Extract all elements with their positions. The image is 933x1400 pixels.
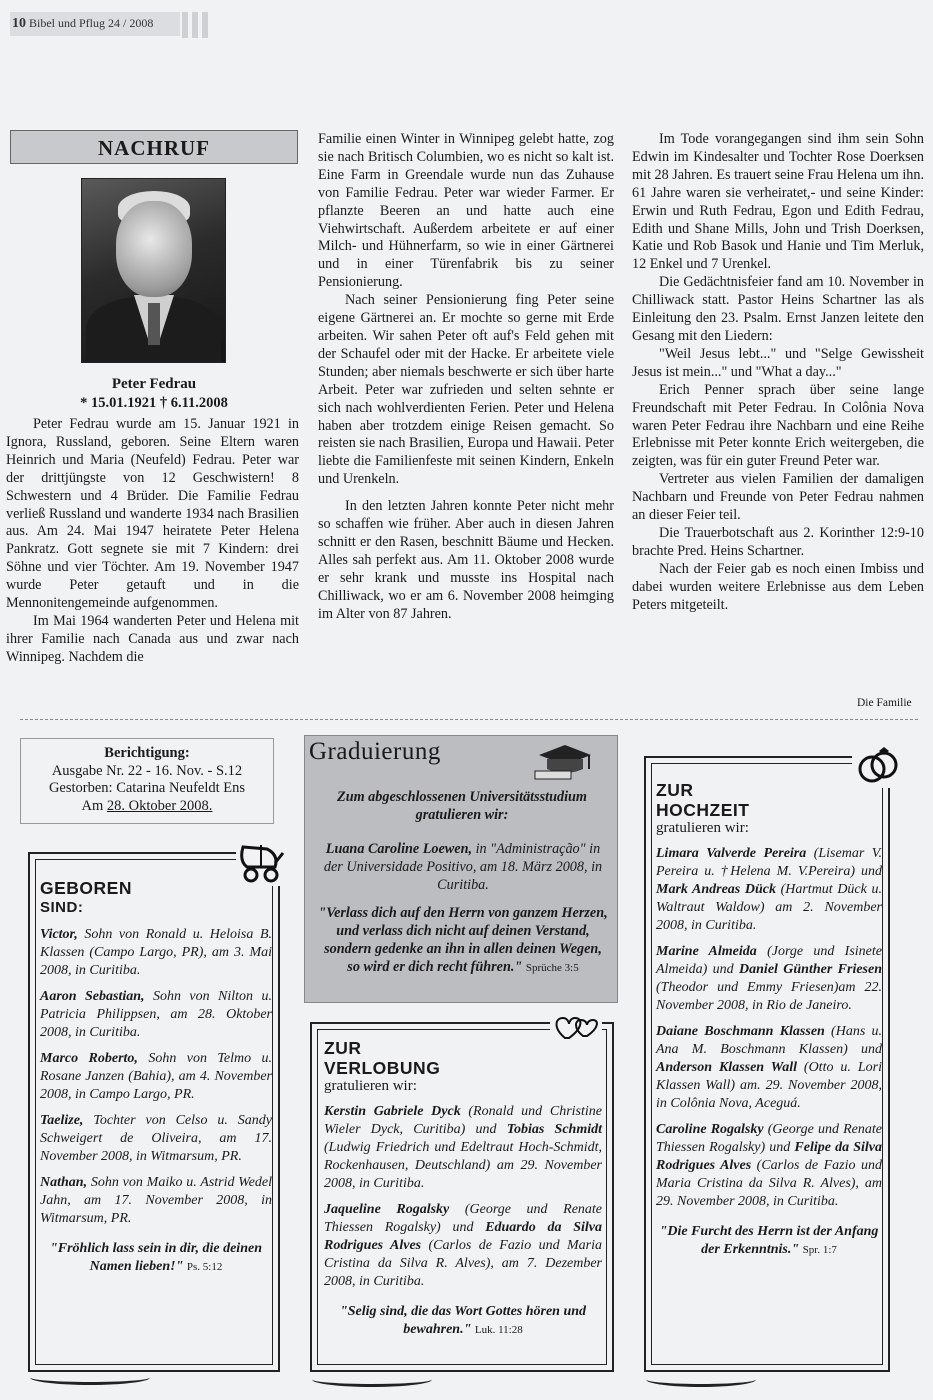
entry-text: (Ludwig Friedrich und Edeltraut Hoch-Schmidt, Rockenhausen, Deutschland) am 29. November 2008, in Curitiba. [324,1140,602,1191]
person-name: Caroline Rogalsky [656,1122,764,1137]
person-name: Limara Valverde Pereira [656,846,807,861]
person-name: Kerstin Gabriele Dyck [324,1104,461,1119]
correction-prefix: Am [81,797,107,814]
list-item [40,988,272,1042]
births-content [40,878,272,1276]
list-item [324,1201,602,1291]
person-name: Felipe da Silva Rodrigues Alves [656,1140,883,1173]
person-name: Anderson Klassen Wall [656,1060,797,1075]
wedding-subtitle: gratulieren wir: [656,820,749,836]
graduation-text: in "Administração" in der Universidade Positivo, am 18. März 2008, in Curitiba. [323,841,603,893]
list-item [656,845,882,935]
paragraph: Familie einen Winter in Winnipeg gelebt hatte, zog sie nach Britisch Columbien, wo es nicht so kalt ist. Eine Farm in Greendale wurde nun das Zuhause von Familie Fedrau. Peter war wieder Farmer. Er pflanzte Beeren an und hatte auch eine Viehwirtschaft. Außerdem arbeitete er auf einer Milch- und Hühnerfarm, so wie in einer Gärtnerei und in einer Türenfabrik bis zu seiner Pensionierung. [318,131,614,291]
entry-text: (Lisemar V. Pereira u. †Helena M. V.Pereira) und [656,846,882,879]
graduation-entry [323,840,603,894]
page-header [12,16,153,32]
list-item [40,926,272,980]
births-subtitle: SIND: [40,899,84,916]
correction-title: Berichtigung: [104,745,190,761]
person-name: Mark Andreas Dück [656,882,776,897]
entry-text: (Hans u. Ana M. Boschmann Klassen) und [656,1024,882,1057]
engagement-box [310,1022,614,1372]
engagement-title-line1: ZUR [324,1038,362,1058]
wedding-list [656,845,882,1211]
list-item [656,1023,882,1113]
child-name: Nathan, [40,1175,88,1190]
life-dates: * 15.01.1921 † 6.11.2008 [80,395,228,411]
births-list [40,926,272,1228]
graduate-name: Luana Caroline Loewen, [325,841,473,857]
graduation-subtitle: Zum abgeschlossenen Universitätsstudium gratulieren wir: [337,789,587,823]
paragraph: Die Trauerbotschaft aus 2. Korinther 12:9-10 brachte Pred. Heins Schartner. [632,524,924,559]
hearts-icon [550,1010,602,1044]
engagement-quote [324,1303,602,1339]
entry-text: Sohn von Nilton u. Patricia Philippsen, am 28. Oktober 2008, in Curitiba. [40,989,272,1040]
engagement-title-line2: VERLOBUNG [324,1058,441,1078]
entry-text: (Jorge und Isinete Almeida) und [656,944,882,977]
wedding-content [656,780,882,1259]
births-box [28,852,280,1372]
engagement-list [324,1103,602,1291]
quote-text: "Fröhlich lass sein in dir, die deinen Namen lieben!" [50,1241,262,1274]
obituary-title: NACHRUF [10,130,298,164]
list-item [40,1174,272,1228]
paragraph: Nach der Feier gab es noch einen Imbiss und dabei wurden weitere Erlebnisse aus dem Leben Peters mitgeteilt. [632,560,924,613]
quote-text: "Die Furcht des Herrn ist der Anfang der Erkenntnis." [659,1224,879,1257]
paragraph: "Weil Jesus lebt..." und "Selge Gewissheit Jesus ist mein..." und "What a day..." [632,345,924,380]
page-number: 10 [12,16,26,31]
correction-date: 28. Oktober 2008. [106,797,213,814]
entry-text: (Otto u. Lori Klassen Wall) am. 29. November 2008, in Colônia Nova, Aceguá. [656,1060,882,1111]
list-item [40,1112,272,1166]
child-name: Victor, [40,927,78,942]
paragraph: Peter Fedrau wurde am 15. Januar 1921 in Ignora, Russland, geboren. Seine Eltern waren Heinrich und Maria (Neufeld) Fedrau. Peter war der drittjüngste von 12 Geschwistern! 8 Schwestern und 4 Brüder. Die Familie Fedrau verließ Russland und wanderte 1934 nach Brasilien aus. Am 24. Mai 1947 heiratete Peter Helena Pankratz. Gott segnete sie mit 7 Kindern: drei Söhne und vier Töchter. Am 19. November 1947 wurde Peter getauft und in die Mennonitengemeinde aufgenommen. [6,416,299,612]
decorative-swirl [646,1372,756,1387]
child-name: Taelize, [40,1113,84,1128]
portrait-photo [81,178,226,363]
graduation-title: Graduierung [309,738,441,765]
deceased-name: Peter Fedrau [111,376,197,392]
paragraph: Im Mai 1964 wanderten Peter und Helena mit ihrer Familie nach Canada aus und zwar nach Winnipeg. Nachdem die [6,612,299,665]
entry-text: (George und Renate Thiessen Rogalsky) und [656,1122,882,1155]
person-name: Eduardo da Silva Rodrigues Alves [324,1220,603,1253]
quote-reference: Spr. 1:7 [802,1244,837,1256]
graduation-quote [317,904,609,977]
decorative-swirl [30,1370,150,1385]
correction-line: Gestorben: Catarina Neufeldt Ens [48,780,246,796]
paragraph: Nach seiner Pensionierung fing Peter seine eigene Gärtnerei an. Er mochte so gerne mit Erde arbeiten. Wir sahen Peter oft auf's Feld gehen mit der Schaufel oder mit der Hacke. Er arbeitete viele Stunden; aber niemals beschwerte er sich über harte Arbeit. Peter war zufrieden und selten sehnte er sich nach wohlverdienten Ferien. Peter und Helena haben aber trotzdem einige Reisen gemacht. So reisten sie nach Brasilien, Europa und Hawaii. Peter liebte die Familienfeste mit seinen Kindern, Enkeln und Urenkeln. [318,292,614,488]
entry-text: (George und Renate Thiessen Rogalsky) und [324,1202,603,1235]
quote-reference: Luk. 11:28 [474,1324,523,1336]
obituary-signature: Die Familie [857,697,912,709]
entry-text: (Carlos de Fazio und Maria Cristina da Silva R. Alves), am 7. Dezember 2008, in Curitiba. [324,1238,602,1289]
correction-line: Ausgabe Nr. 22 - 16. Nov. - S.12 [51,762,243,779]
baby-carriage-icon [236,840,286,886]
births-quote [40,1240,272,1276]
births-title: GEBOREN [40,878,132,898]
wedding-title-line1: ZUR [656,780,694,800]
person-name: Daiane Boschmann Klassen [656,1024,825,1039]
quote-text: "Verlass dich auf den Herrn von ganzem Herzen, und verlass dich nicht auf deinen Verstand, sondern gedenke an ihn in allen deinen Wegen, so wird er dich recht führen." [318,905,608,975]
engagement-subtitle: gratulieren wir: [324,1078,417,1094]
entry-text: (Hartmut Dück u. Waltraut Waldow) am 2. November 2008, in Curitiba. [656,882,882,933]
entry-text: Sohn von Ronald u. Heloisa B. Klassen (Campo Largo, PR), am 3. Mai 2008, in Curitiba. [40,927,272,978]
list-item [40,1050,272,1104]
person-name: Jaqueline Rogalsky [324,1202,450,1217]
obituary-column-3 [632,131,924,614]
wedding-box [644,756,890,1372]
wedding-rings-icon [852,744,904,788]
quote-reference: Ps. 5:12 [186,1261,223,1273]
paragraph: Vertreter aus vielen Familien der damaligen Nachbarn und Freunde von Peter Fedrau nahmen an dieser Feier teil. [632,471,924,524]
entry-text: (Ronald und Christine Wieler Dyck, Curitiba) und [324,1104,602,1137]
entry-text: (Carlos de Fazio und Maria Cristina da Silva R. Alves), am 29. November 2008, in Curitiba. [656,1158,882,1209]
engagement-content [324,1038,602,1339]
list-item [324,1103,602,1193]
paragraph: Die Gedächtnisfeier fand am 10. November in Chilliwack statt. Pastor Heins Schartner las als Einleitung den 23. Psalm. Ernst Janzen leitete den Gesang mit den Liedern: [632,274,924,344]
paragraph: In den letzten Jahren konnte Peter nicht mehr so schaffen wie früher. Aber auch in diesen Jahren schnitt er den Rasen, beschnitt Bäume und Hecken. Alles sah perfekt aus. Am 11. Oktober 2008 wurde er sehr krank und musste ins Hospital nach Chilliwack, wo er am 6. November 2008 heimging im Alter von 87 Jahren. [318,498,614,622]
entry-text: Sohn von Telmo u. Rosane Janzen (Bahia), am 4. November 2008, in Campo Largo, PR. [40,1051,273,1102]
person-name: Tobias Schmidt [506,1122,602,1137]
entry-text: Tochter von Celso u. Sandy Schweigert de Oliveira, am 17. November 2008, in Witmarsum, PR. [40,1113,272,1164]
graduation-cap-icon [529,742,599,782]
correction-line [21,798,273,816]
list-item [656,1121,882,1211]
obituary-column-1 [6,416,299,667]
person-name: Marine Almeida [656,944,757,959]
obituary-column-2 [318,131,614,623]
header-decoration [182,12,212,38]
paragraph: Erich Penner sprach über seine lange Freundschaft mit Peter Fedrau. In Colônia Nova waren Peter Fedrau ihre Nachbarn und eine Reihe Erlebnisse mit Peter konnte Erich weitergeben, die zeigten, was für ein guter Freund Peter war. [632,381,924,470]
issue-number: 24 / 2008 [108,16,154,30]
list-item [656,943,882,1015]
graduation-box [304,735,618,1003]
person-name: Daniel Günther Friesen [739,962,882,977]
publication-name: Bibel und Pflug [29,16,106,30]
decorative-swirl [312,1372,432,1387]
section-divider [20,719,918,720]
quote-reference: Sprüche 3:5 [525,962,579,974]
quote-text: "Selig sind, die das Wort Gottes hören und bewahren." [339,1304,587,1337]
correction-notice [20,738,274,824]
child-name: Marco Roberto, [40,1051,138,1066]
wedding-quote [656,1223,882,1259]
child-name: Aaron Sebastian, [40,989,145,1004]
paragraph: Im Tode vorangegangen sind ihm sein Sohn Edwin im Kindesalter und Tochter Rose Doerksen mit 28 Jahren. Es trauert seine Frau Helena um ihn. 61 Jahre waren sie verheiratet,- und seine Kinder: Erwin und Ruth Fedrau, Egon und Edith Fedrau, Edith und Shane Mills, John und Trish Doerksen, Katie und Rob Basok und Hanie und Tim Merluk, 12 Enkel und 7 Urenkel. [632,131,924,273]
entry-text: (Theodor und Emmy Friesen)am 22. November 2008, in Rio de Janeiro. [656,980,882,1013]
wedding-title-line2: HOCHZEIT [656,800,750,820]
entry-text: Sohn von Maiko u. Astrid Wedel Jahn, am 17. November 2008, in Witmarsum, PR. [40,1175,272,1226]
